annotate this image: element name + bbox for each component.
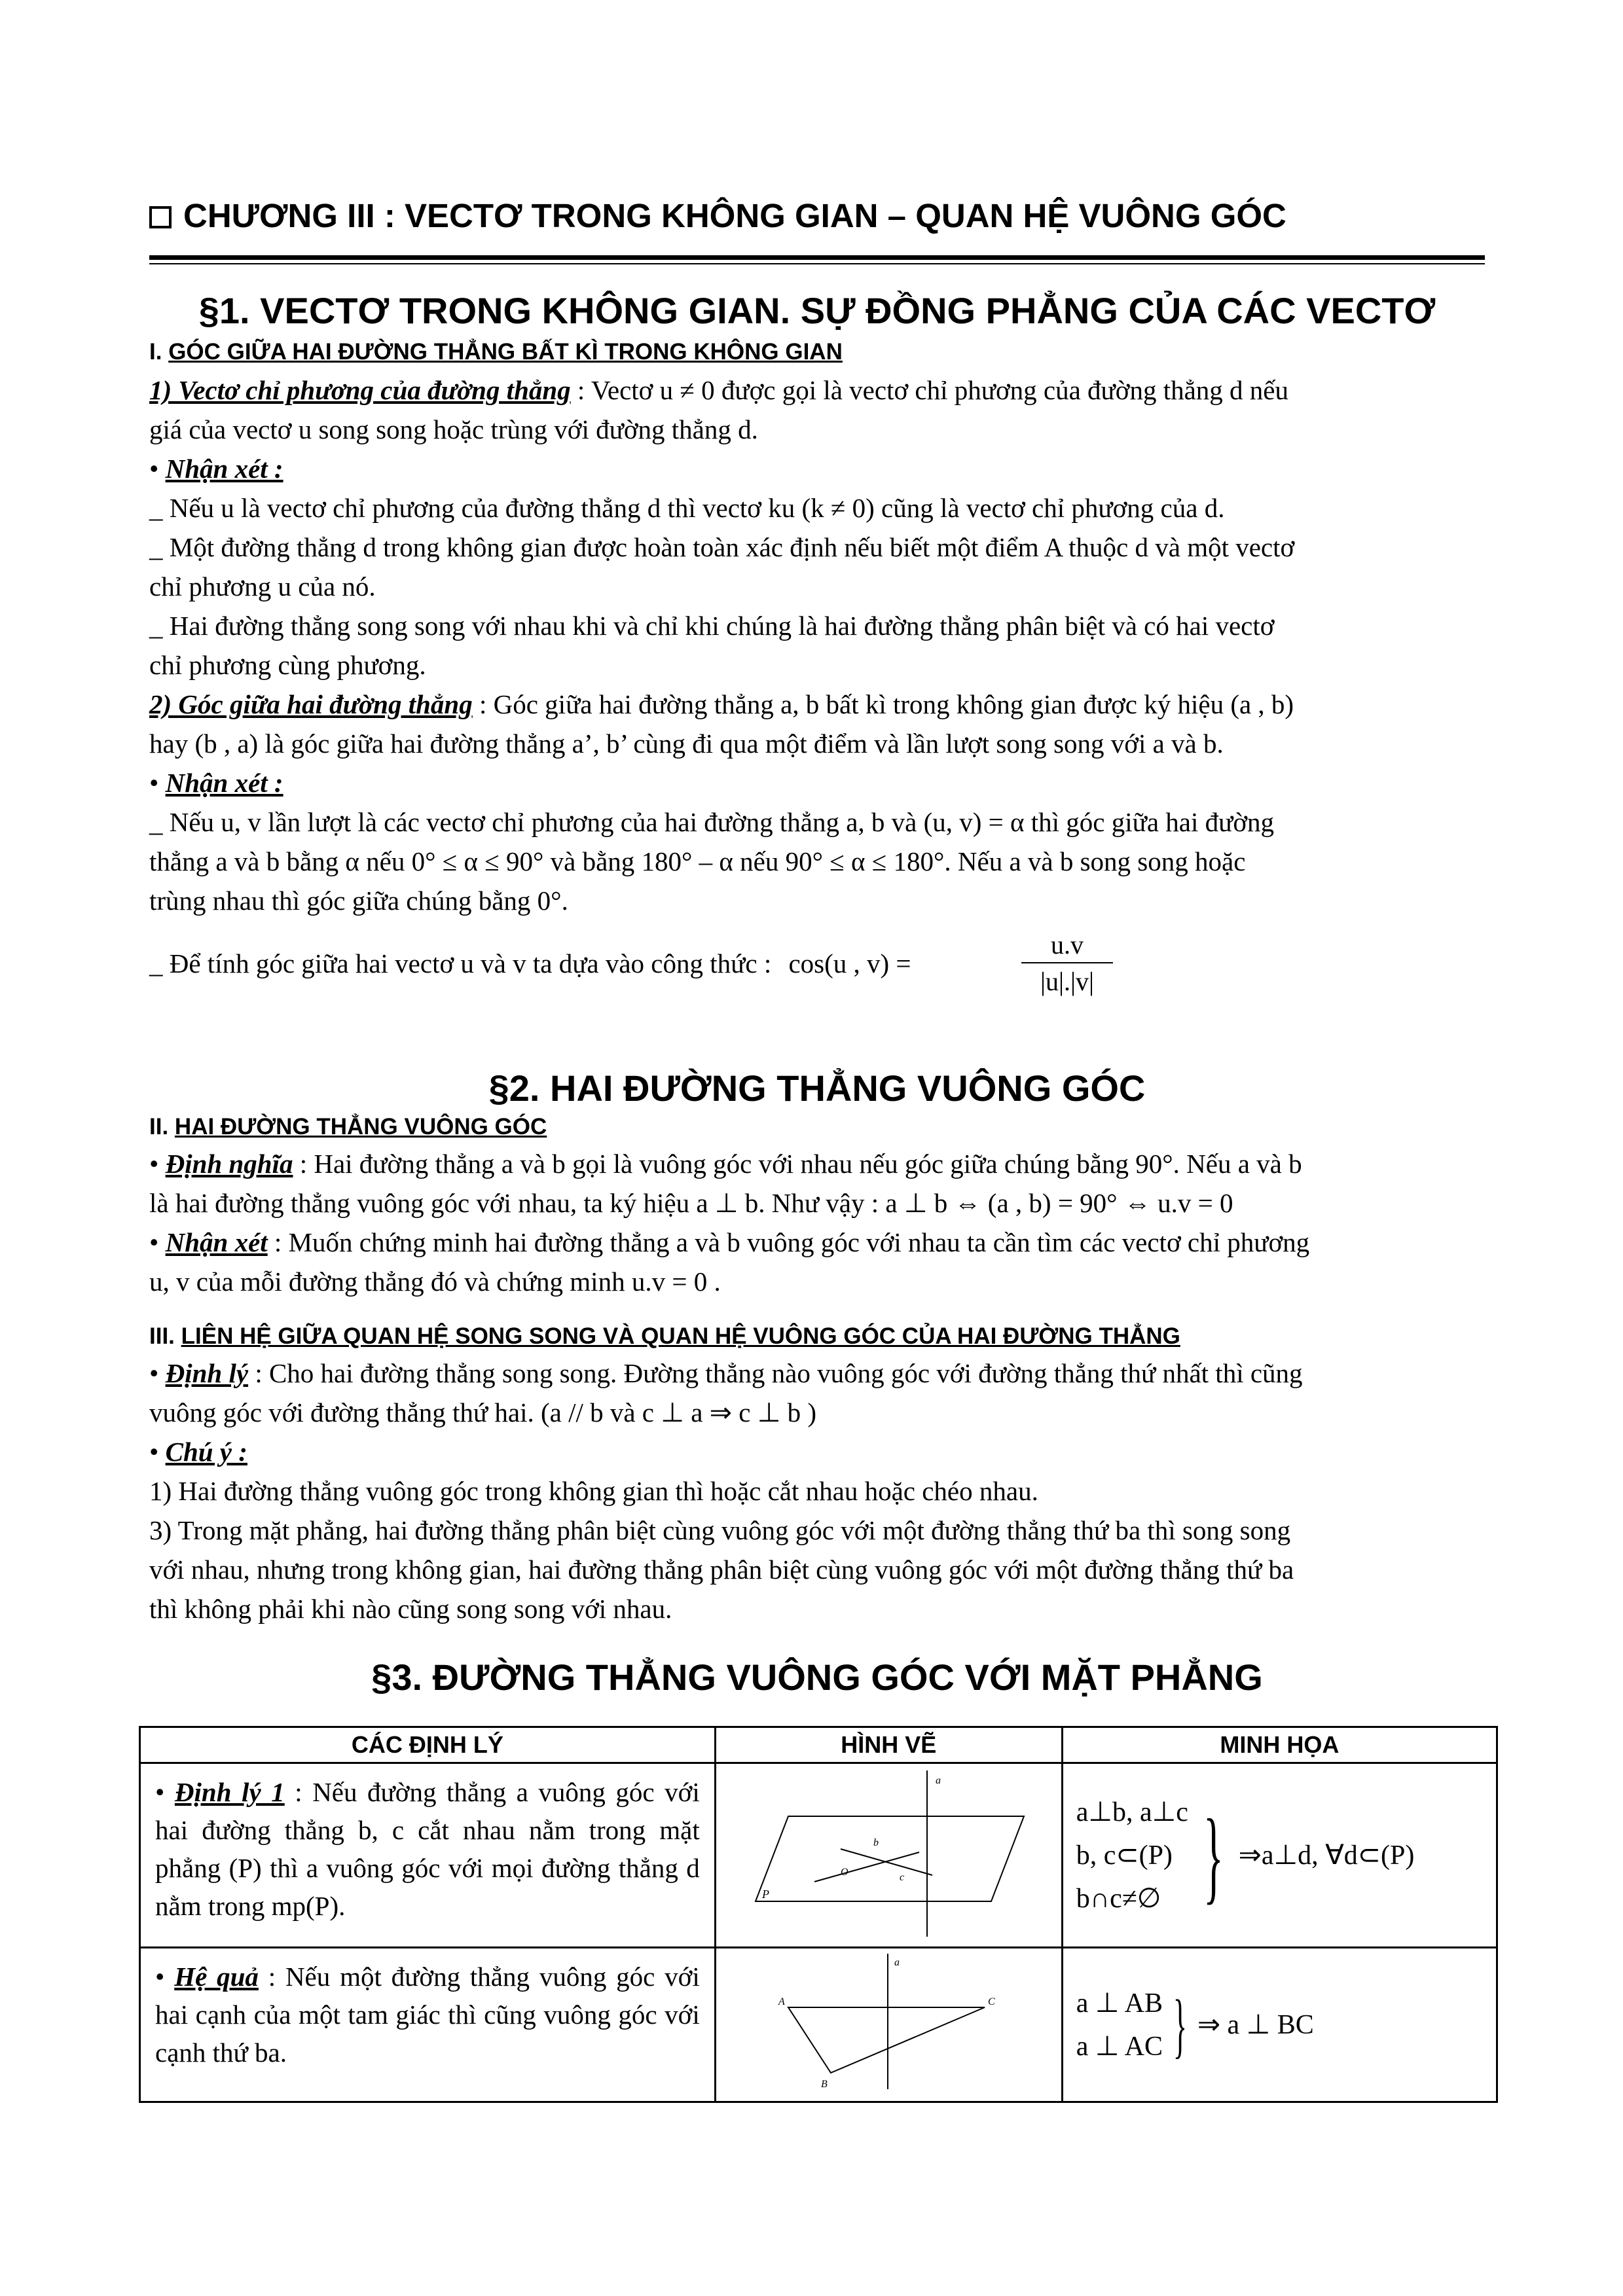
subsection-number: III. xyxy=(149,1323,175,1349)
table-header-row xyxy=(140,1727,1497,1763)
label-c: c xyxy=(899,1872,904,1883)
triangle-perpendicular-figure xyxy=(716,1948,1061,2098)
subsection-number: II. xyxy=(149,1114,169,1139)
theorem-cell: • Hệ quả : Nếu một đường thẳng vuông góc với hai cạnh của một tam giác thì cũng vuông góc với cạnh thứ ba. xyxy=(140,1948,716,2102)
checkbox-square-icon xyxy=(149,206,172,228)
plane-P xyxy=(756,1816,1024,1901)
condition-line: b, c⊂(P) xyxy=(1076,1840,1173,1871)
formula-denominator: |u|.|v| xyxy=(1040,967,1095,996)
label-a: a xyxy=(894,1957,900,1968)
label-C: C xyxy=(987,1996,995,2007)
remark-label: Nhận xét : xyxy=(165,768,283,798)
paragraph-line: trùng nhau thì góc giữa chúng bằng 0°. xyxy=(149,886,568,916)
term-label: Định lý 1 xyxy=(174,1777,285,1807)
label-P: P xyxy=(761,1888,769,1901)
condition-line: a ⊥ AB xyxy=(1076,1988,1163,2018)
subsection-III xyxy=(149,1323,1485,1350)
paragraph-line: chỉ phương u của nó. xyxy=(149,571,376,601)
section-1-title: §1. VECTƠ TRONG KHÔNG GIAN. SỰ ĐỒNG PHẲNG CỦA CÁC VECTƠ xyxy=(198,290,1436,331)
term-label: Chú ý : xyxy=(165,1437,247,1467)
subsection-II xyxy=(149,1114,1485,1140)
paragraph-line: thẳng a và b bằng α nếu 0° ≤ α ≤ 90° và bằng 180° – α nếu 90° ≤ α ≤ 180°. Nếu a và b song song hoặc xyxy=(149,846,1246,876)
paragraph-line: 3) Trong mặt phẳng, hai đường thẳng phân biệt cùng vuông góc với một đường thẳng thứ ba thì song song xyxy=(149,1515,1291,1545)
subsection-I xyxy=(149,339,1485,365)
term-label: Nhận xét xyxy=(165,1227,268,1257)
paragraph-line: • Định nghĩa : Hai đường thẳng a và b gọi là vuông góc với nhau nếu góc giữa chúng bằng 90°. Nếu a và b xyxy=(149,1149,1302,1179)
section-2-title: §2. HAI ĐƯỜNG THẲNG VUÔNG GÓC xyxy=(488,1067,1146,1109)
label-B: B xyxy=(820,2079,828,2090)
remark-heading: • Nhận xét : xyxy=(149,768,283,798)
formula-intro: _ Để tính góc giữa hai vectơ u và v ta dựa vào công thức : xyxy=(149,948,772,978)
illustration xyxy=(1063,1982,1496,2068)
theorem-table xyxy=(139,1726,1498,2103)
conclusion: ⇒a⊥d, ∀d⊂(P) xyxy=(1238,1840,1415,1871)
chapter-heading xyxy=(149,196,1485,235)
chapter-title: CHƯƠNG III : VECTƠ TRONG KHÔNG GIAN – QUAN HỆ VUÔNG GÓC xyxy=(183,197,1286,234)
figure-cell xyxy=(715,1948,1062,2102)
paragraph-line: với nhau, nhưng trong không gian, hai đường thẳng phân biệt cùng vuông góc với một đường thẳng thứ ba xyxy=(149,1554,1294,1585)
table-row xyxy=(140,1948,1497,2102)
brace-icon: } xyxy=(1203,1797,1224,1914)
plane-perpendicular-figure xyxy=(716,1764,1061,1943)
formula-line xyxy=(149,948,911,979)
formula-lhs: cos(u , v) = xyxy=(788,948,911,978)
text: : Vectơ u ≠ 0 được gọi là vectơ chỉ phương của đường thẳng d nếu xyxy=(570,375,1288,405)
paragraph-line: u, v của mỗi đường thẳng đó và chứng minh u.v = 0 . xyxy=(149,1266,721,1297)
paragraph-line: • Chú ý : xyxy=(149,1437,247,1467)
brace-icon: } xyxy=(1173,1984,1187,2065)
text: : Góc giữa hai đường thẳng a, b bất kì trong không gian được ký hiệu (a , b) xyxy=(472,689,1294,719)
illustration-cell xyxy=(1062,1763,1497,1948)
subsection-title: HAI ĐƯỜNG THẲNG VUÔNG GÓC xyxy=(174,1114,547,1139)
table-header: CÁC ĐỊNH LÝ xyxy=(140,1727,716,1763)
triangle-ABC xyxy=(788,2007,985,2073)
paragraph-line: _ Một đường thẳng d trong không gian được hoàn toàn xác định nếu biết một điểm A thuộc d và một vectơ xyxy=(149,532,1295,562)
section-1-body xyxy=(149,370,1485,920)
formula-numerator: u.v xyxy=(1021,928,1113,963)
table-row xyxy=(140,1763,1497,1948)
label-b: b xyxy=(873,1837,879,1848)
text: : Cho hai đường thẳng song song. Đường thẳng nào vuông góc với đường thẳng thứ nhất thì cũng xyxy=(248,1358,1303,1388)
section-2b-body xyxy=(149,1354,1485,1628)
paragraph-line: là hai đường thẳng vuông góc với nhau, ta ký hiệu a ⊥ b. Như vậy : a ⊥ b ⇔ (a , b) = 90° ⇔ u.v = 0 xyxy=(149,1188,1233,1218)
paragraph-line xyxy=(149,685,1485,724)
heading-rule-thick xyxy=(149,255,1485,260)
conclusion: ⇒ a ⊥ BC xyxy=(1197,2009,1314,2040)
condition-line: a⊥b, a⊥c xyxy=(1076,1797,1188,1827)
section-3-title: §3. ĐƯỜNG THẲNG VUÔNG GÓC VỚI MẶT PHẲNG xyxy=(371,1657,1263,1698)
term-label: 1) Vectơ chỉ phương của đường thẳng xyxy=(149,375,571,405)
section-2-body xyxy=(149,1144,1485,1301)
figure-cell xyxy=(715,1763,1062,1948)
subsection-title: GÓC GIỮA HAI ĐƯỜNG THẲNG BẤT KÌ TRONG KHÔNG GIAN xyxy=(168,339,843,365)
subsection-number: I. xyxy=(149,339,162,365)
label-A: A xyxy=(778,1996,785,2007)
table-header: HÌNH VẼ xyxy=(715,1727,1062,1763)
text: : Muốn chứng minh hai đường thẳng a và b vuông góc với nhau ta cần tìm các vectơ chỉ phương xyxy=(267,1227,1310,1257)
paragraph-line: chỉ phương cùng phương. xyxy=(149,650,426,680)
theorem-text: : Nếu một đường thẳng vuông góc với hai cạnh của một tam giác thì cũng vuông góc với cạnh thứ ba. xyxy=(155,1962,700,2068)
text: : Hai đường thẳng a và b gọi là vuông góc với nhau nếu góc giữa chúng bằng 90°. Nếu a và b xyxy=(293,1149,1302,1179)
paragraph-line: hay (b , a) là góc giữa hai đường thẳng a’, b’ cùng đi qua một điểm và lần lượt song song với a và b. xyxy=(149,728,1224,759)
paragraph-line: _ Nếu u, v lần lượt là các vectơ chỉ phương của hai đường thẳng a, b và (u, v) = α thì góc giữa hai đường xyxy=(149,807,1275,837)
subsection-title: LIÊN HỆ GIỮA QUAN HỆ SONG SONG VÀ QUAN HỆ VUÔNG GÓC CỦA HAI ĐƯỜNG THẲNG xyxy=(181,1323,1180,1349)
remark-heading: • Nhận xét : xyxy=(149,454,283,484)
paragraph-line: • Định lý : Cho hai đường thẳng song song. Đường thẳng nào vuông góc với đường thẳng thứ nhất thì cũng xyxy=(149,1358,1303,1388)
label-a: a xyxy=(935,1775,941,1786)
table-header: MINH HỌA xyxy=(1062,1727,1497,1763)
remark-label: Nhận xét : xyxy=(165,454,283,484)
heading-rule-thin xyxy=(149,263,1485,264)
term-label: 2) Góc giữa hai đường thẳng xyxy=(149,689,473,719)
term-label: Định lý xyxy=(165,1358,249,1388)
paragraph-line xyxy=(149,370,1485,410)
paragraph-line: 1) Hai đường thẳng vuông góc trong không gian thì hoặc cắt nhau hoặc chéo nhau. xyxy=(149,1476,1038,1506)
paragraph-line: • Nhận xét : Muốn chứng minh hai đường thẳng a và b vuông góc với nhau ta cần tìm các vectơ chỉ phương xyxy=(149,1227,1310,1257)
paragraph-line: thì không phải khi nào cũng song song với nhau. xyxy=(149,1594,672,1624)
paragraph-line: _ Hai đường thẳng song song với nhau khi và chỉ khi chúng là hai đường thẳng phân biệt và có hai vectơ xyxy=(149,611,1275,641)
formula-fraction xyxy=(1021,928,1113,1000)
paragraph-line: giá của vectơ u song song hoặc trùng với đường thẳng d. xyxy=(149,414,758,444)
condition-line: a ⊥ AC xyxy=(1076,2031,1163,2062)
term-label: Định nghĩa xyxy=(165,1149,293,1179)
theorem-text: : Nếu đường thẳng a vuông góc với hai đường thẳng b, c cắt nhau nằm trong mặt phẳng (P) thì a vuông góc với mọi đường thẳng d nằm trong mp(P). xyxy=(155,1777,700,1921)
label-O: O xyxy=(840,1867,848,1878)
illustration-cell xyxy=(1062,1948,1497,2102)
theorem-cell: • Định lý 1 : Nếu đường thẳng a vuông góc với hai đường thẳng b, c cắt nhau nằm trong mặt phẳng (P) thì a vuông góc với mọi đường thẳng d nằm trong mp(P). xyxy=(140,1763,716,1948)
illustration xyxy=(1063,1791,1496,1920)
condition-line: b∩c≠∅ xyxy=(1076,1883,1161,1914)
paragraph-line: _ Nếu u là vectơ chỉ phương của đường thẳng d thì vectơ ku (k ≠ 0) cũng là vectơ chỉ phương của d. xyxy=(149,493,1225,523)
term-label: Hệ quả xyxy=(174,1962,259,1992)
paragraph-line: vuông góc với đường thẳng thứ hai. (a // b và c ⊥ a ⇒ c ⊥ b ) xyxy=(149,1397,817,1427)
